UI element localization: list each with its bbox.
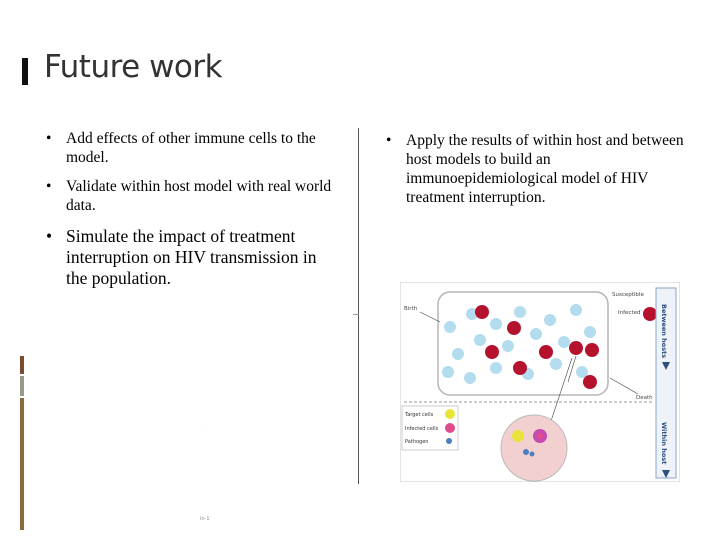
infected-label: Infected [618,310,641,316]
susceptible-label: Susceptible [612,292,644,298]
legend-target-label: Target cells [405,412,434,418]
slide-title: Future work [44,49,223,85]
within-host-circle [501,415,567,481]
legend-pathogen-swatch [446,438,452,444]
bullet-item [40,226,340,290]
bullet-glyph: • [46,130,52,147]
right-bullet-list [380,132,700,208]
bullet-glyph: • [386,132,392,149]
bullet-text: Apply the results of within host and between host models to build an immunoepidemiological model of HIV treatment interruption. [406,132,684,206]
legend-pathogen-label: Pathogen [405,439,429,445]
pathogen [530,452,535,457]
legend-infected-label: Infected cells [405,426,439,432]
bullet-glyph: • [46,225,53,246]
faint-mark: · [200,424,202,429]
between-hosts-label: Between hosts [660,304,668,359]
death-label: Death [636,395,653,401]
pathogen [523,449,529,455]
bullet-glyph: • [46,177,52,195]
left-decor-bar [20,376,24,396]
bullet-item [40,130,340,168]
left-decor-bar [20,356,24,374]
bullet-text: Validate within host model with real world data. [66,177,332,214]
left-bullet-list [40,130,340,216]
bullet-item [380,132,700,208]
bullet-text: Simulate the impact of treatment interruption on HIV transmission in the population. [66,225,317,289]
host-model-diagram [400,282,680,482]
legend-target-swatch [445,409,455,419]
legend-infected-swatch [445,423,455,433]
target-cell [512,430,524,442]
bullet-text: Add effects of other immune cells to the model. [66,130,316,166]
divider-tick [353,314,359,315]
column-divider [358,128,359,484]
within-host-label: Within host [660,422,668,465]
bullet-item [40,178,340,216]
left-large-bullet-list [40,226,340,290]
title-accent-bar [22,58,28,85]
footer-text: in-1 [200,516,210,522]
left-column [40,130,340,300]
birth-label: Birth [404,306,418,312]
right-column [380,132,700,218]
left-decor-bar [20,398,24,530]
